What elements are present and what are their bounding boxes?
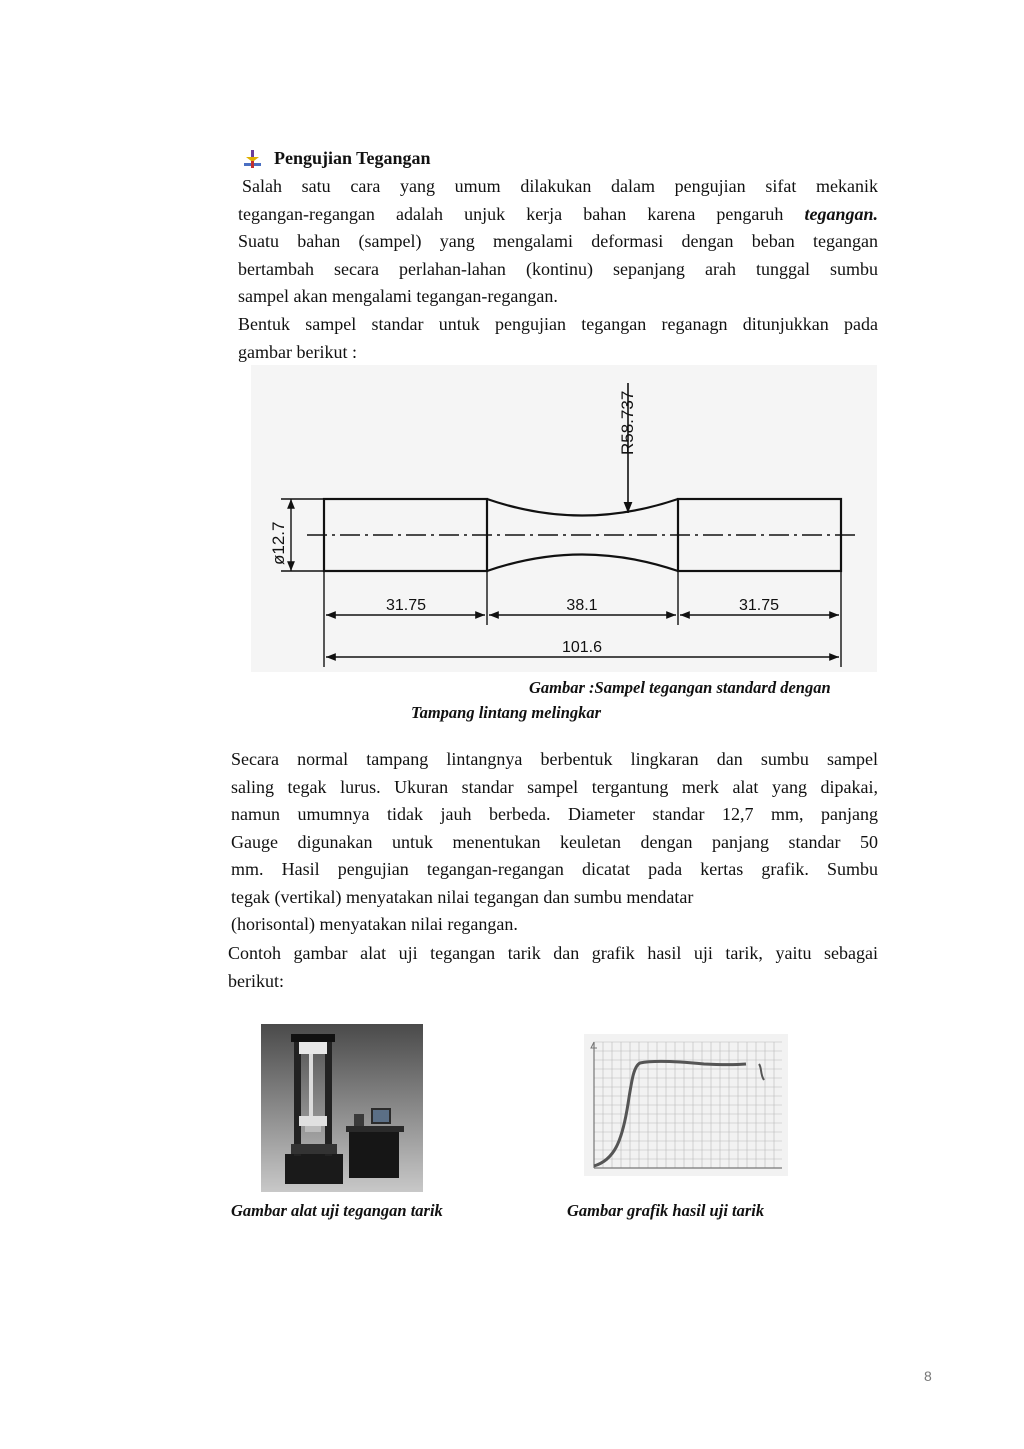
text-fragment: tegangan-regangan adalah unjuk kerja bahan karena pengaruh bbox=[238, 203, 784, 224]
text-line: Secara normal tampang lintangnya berbentuk lingkaran dan sumbu sampel bbox=[231, 749, 878, 769]
section-title: Pengujian Tegangan bbox=[274, 148, 431, 168]
specimen-drawing bbox=[251, 365, 877, 672]
dimension-right-label: 31.75 bbox=[738, 597, 780, 614]
emphasis-word: tegangan. bbox=[804, 203, 879, 224]
dimension-left-label: 31.75 bbox=[385, 597, 427, 614]
text-line: Salah satu cara yang umum dilakukan dalam pengujian sifat mekanik bbox=[242, 176, 878, 196]
text-line: saling tegak lurus. Ukuran standar sampel tergantung merk alat yang dipakai, bbox=[231, 776, 878, 797]
section-heading bbox=[242, 148, 431, 169]
paragraph-examples bbox=[228, 940, 878, 995]
text-line: Contoh gambar alat uji tegangan tarik dan grafik hasil uji tarik, yaitu sebagai bbox=[228, 943, 878, 963]
radius-label: R58.737 bbox=[618, 390, 637, 455]
paragraph-sample-intro bbox=[238, 311, 878, 366]
figure-caption-line1: Gambar :Sampel tegangan standard dengan bbox=[529, 678, 831, 697]
text-line: gambar berikut : bbox=[238, 341, 357, 362]
tensile-machine-image bbox=[261, 1024, 423, 1192]
text-line: Bentuk sampel standar untuk pengujian tegangan reganagn ditunjukkan pada bbox=[238, 314, 878, 334]
graph-caption: Gambar grafik hasil uji tarik bbox=[567, 1201, 765, 1220]
dimension-middle-label: 38.1 bbox=[566, 597, 598, 614]
paragraph-standard-sample bbox=[231, 746, 878, 939]
text-line: Gauge digunakan untuk menentukan keuletan dengan panjang standar 50 bbox=[231, 831, 878, 852]
text-line: bertambah secara perlahan-lahan (kontinu) sepanjang arah tunggal sumbu bbox=[238, 258, 878, 279]
dimension-total-label: 101.6 bbox=[561, 639, 603, 656]
text-line: mm. Hasil pengujian tegangan-regangan dicatat pada kertas grafik. Sumbu bbox=[231, 859, 878, 879]
stress-strain-graph-image bbox=[584, 1034, 788, 1176]
paragraph-intro bbox=[238, 173, 878, 311]
text-line bbox=[238, 201, 878, 229]
diameter-label: ø12.7 bbox=[269, 521, 288, 565]
text-line: (horisontal) menyatakan nilai regangan. bbox=[231, 914, 518, 934]
text-line: berikut: bbox=[228, 970, 284, 991]
page-number: 8 bbox=[924, 1368, 932, 1384]
text-line: sampel akan mengalami tegangan-regangan. bbox=[238, 286, 558, 306]
text-line: namun umumnya tidak jauh berbeda. Diameter standar 12,7 mm, panjang bbox=[231, 804, 878, 824]
text-line: Suatu bahan (sampel) yang mengalami deformasi dengan beban tegangan bbox=[238, 231, 878, 251]
text-line: tegak (vertikal) menyatakan nilai tegangan dan sumbu mendatar bbox=[231, 886, 694, 907]
machine-caption: Gambar alat uji tegangan tarik bbox=[231, 1201, 443, 1220]
arrow-bullet-icon bbox=[242, 149, 262, 169]
figure-caption-line2: Tampang lintang melingkar bbox=[411, 703, 602, 722]
